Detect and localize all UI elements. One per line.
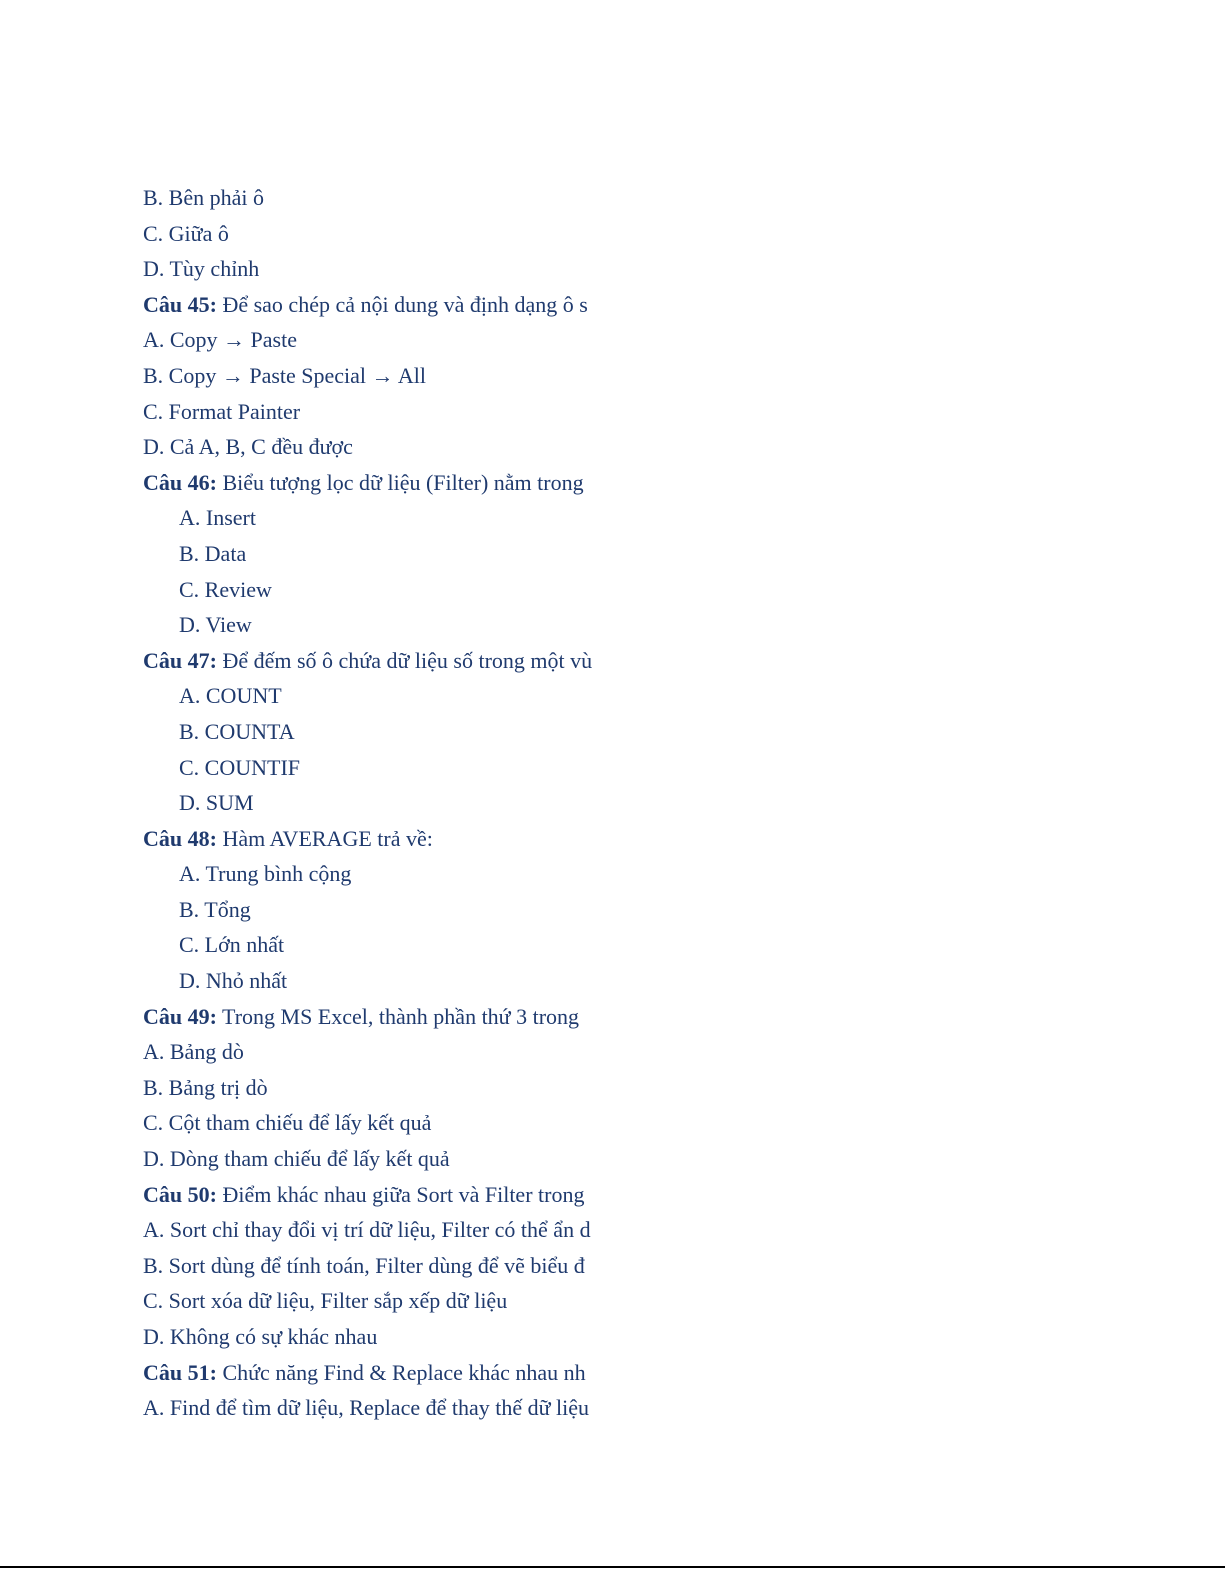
answer-option: C. Review — [179, 576, 272, 602]
question-51 — [143, 1355, 633, 1391]
question-label: Câu 45: — [143, 291, 217, 317]
answer-option: C. Lớn nhất — [179, 932, 285, 958]
answer-option: D. Nhỏ nhất — [179, 968, 288, 994]
question-45 — [143, 287, 633, 323]
question-label: Câu 48: — [143, 825, 217, 851]
question-label: Câu 50: — [143, 1181, 217, 1207]
answer-option: A. Trung bình cộng — [179, 861, 352, 887]
quiz-content — [143, 180, 633, 1426]
answer-option: B. Data — [179, 540, 247, 566]
question-text: Biểu tượng lọc dữ liệu (Filter) nằm trong — [216, 469, 584, 495]
answer-option: B. Bên phải ô — [143, 185, 264, 210]
question-50 — [143, 1177, 633, 1213]
answer-option: C. Format Painter — [143, 398, 301, 424]
page-bottom-border — [0, 1566, 1225, 1568]
question-text: Điểm khác nhau giữa Sort và Filter trong — [216, 1181, 585, 1207]
question-47 — [143, 643, 633, 679]
answer-option: D. Tùy chỉnh — [143, 256, 260, 282]
question-label: Câu 49: — [143, 1003, 217, 1029]
question-text: Trong MS Excel, thành phần thứ 3 trong — [216, 1003, 580, 1029]
answer-option: A. Find để tìm dữ liệu, Replace để thay thế dữ liệu — [143, 1395, 590, 1421]
answer-option: D. SUM — [179, 790, 254, 816]
answer-option: B. COUNTA — [179, 718, 295, 744]
question-text: Chức năng Find & Replace khác nhau nh — [216, 1359, 586, 1385]
answer-option: A. Sort chỉ thay đổi vị trí dữ liệu, Filter có thể ẩn d — [143, 1217, 591, 1243]
question-text: Để đếm số ô chứa dữ liệu số trong một vù — [216, 647, 593, 673]
question-label: Câu 51: — [143, 1359, 217, 1385]
question-label: Câu 47: — [143, 647, 217, 673]
answer-option: C. Sort xóa dữ liệu, Filter sắp xếp dữ liệu — [143, 1288, 508, 1314]
question-text: Để sao chép cả nội dung và định dạng ô s — [216, 291, 588, 317]
answer-option: C. Giữa ô — [143, 220, 229, 246]
question-46 — [143, 465, 633, 501]
question-48 — [143, 821, 633, 857]
question-label: Câu 46: — [143, 469, 217, 495]
answer-option: C. COUNTIF — [179, 754, 301, 780]
question-49 — [143, 999, 633, 1035]
answer-option: A. Copy → Paste — [143, 327, 297, 353]
question-text: Hàm AVERAGE trả về: — [216, 825, 433, 851]
answer-option: A. Bảng dò — [143, 1039, 244, 1065]
answer-option: C. Cột tham chiếu để lấy kết quả — [143, 1110, 432, 1136]
answer-option: B. Copy → Paste Special → All — [143, 362, 426, 388]
answer-option: D. View — [179, 612, 252, 638]
answer-option: D. Cả A, B, C đều được — [143, 434, 353, 460]
answer-option: B. Tổng — [179, 896, 251, 922]
answer-option: A. COUNT — [179, 683, 282, 709]
answer-option: D. Dòng tham chiếu để lấy kết quả — [143, 1146, 450, 1172]
answer-option: B. Sort dùng để tính toán, Filter dùng để vẽ biểu đ — [143, 1252, 585, 1278]
answer-option: D. Không có sự khác nhau — [143, 1324, 378, 1349]
answer-option: A. Insert — [179, 505, 256, 531]
answer-option: B. Bảng trị dò — [143, 1074, 268, 1100]
